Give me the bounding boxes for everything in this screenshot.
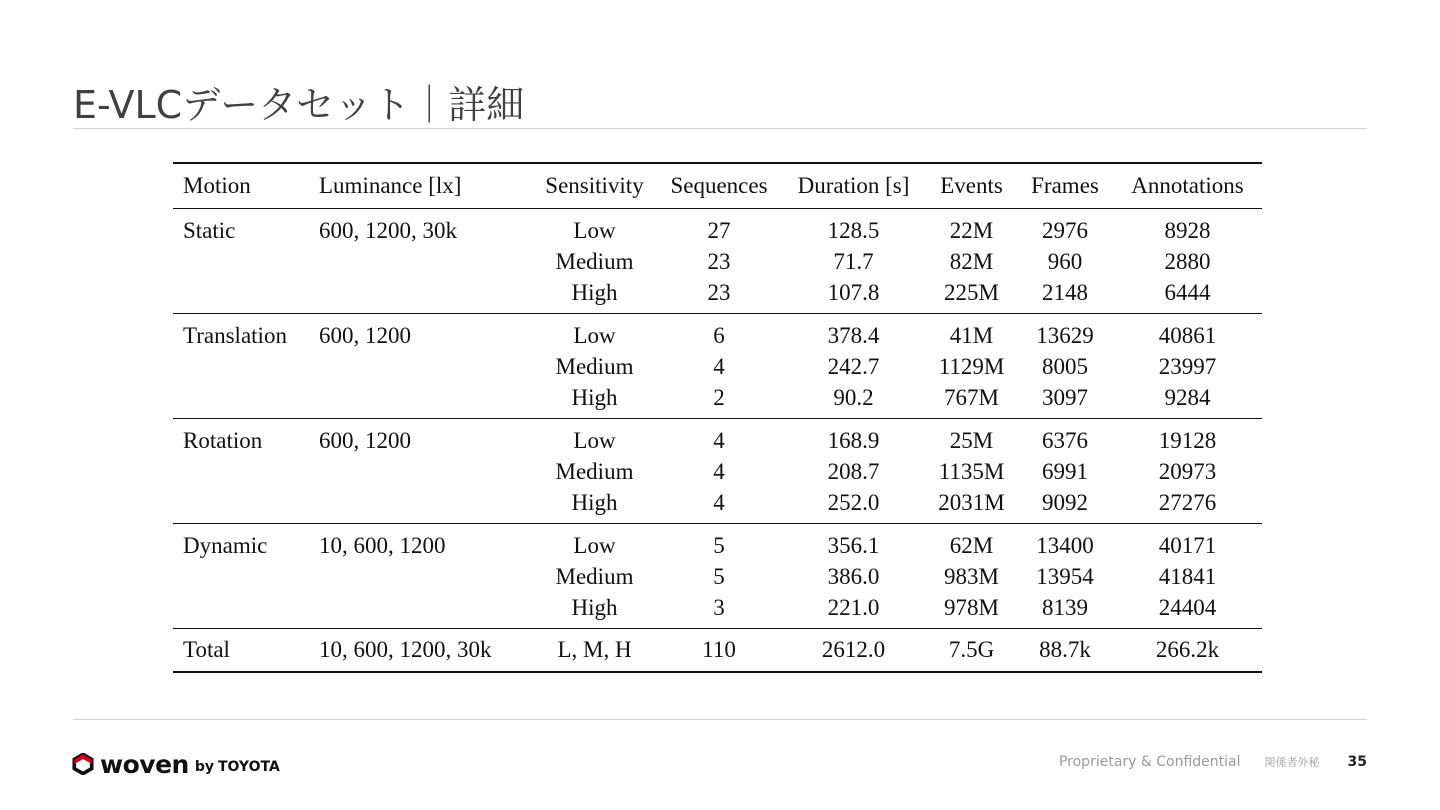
sequences-cell: 3 (713, 595, 725, 620)
table-row (173, 209, 1262, 247)
table-row (173, 246, 1262, 277)
duration-cell: 71.7 (833, 249, 874, 274)
annotations-cell: 266.2k (1155, 637, 1220, 662)
duration-cell: 221.0 (827, 595, 880, 620)
annotations-cell: 24404 (1158, 595, 1217, 620)
table-row (173, 382, 1262, 419)
sequences-cell: 27 (707, 218, 731, 243)
frames-cell: 8005 (1042, 354, 1088, 379)
luminance-cell: 10, 600, 1200 (319, 533, 446, 558)
annotations-cell: 8928 (1164, 218, 1211, 243)
duration-cell: 90.2 (833, 385, 874, 410)
events-cell: 1135M (938, 459, 1005, 484)
motion-cell: Total (183, 637, 230, 662)
sensitivity-cell: High (571, 385, 618, 410)
sensitivity-cell: L, M, H (557, 637, 632, 662)
header-frames: Frames (1017, 163, 1113, 209)
sensitivity-cell: Medium (555, 249, 634, 274)
header-sensitivity: Sensitivity (532, 163, 657, 209)
duration-cell: 378.4 (827, 323, 880, 348)
events-cell: 22M (949, 218, 994, 243)
table-row (173, 524, 1262, 562)
table-row (173, 561, 1262, 592)
table-row (173, 314, 1262, 352)
events-cell: 978M (944, 595, 999, 620)
annotations-cell: 23997 (1158, 354, 1217, 379)
duration-cell: 252.0 (827, 490, 880, 515)
duration-cell: 128.5 (827, 218, 880, 243)
sensitivity-cell: Low (573, 323, 616, 348)
header-annotations: Annotations (1113, 163, 1262, 209)
sequences-cell: 4 (713, 428, 725, 453)
events-cell: 62M (949, 533, 994, 558)
woven-hexagon-icon (72, 753, 94, 775)
annotations-cell: 40171 (1158, 533, 1217, 558)
events-cell: 1129M (938, 354, 1005, 379)
events-cell: 767M (944, 385, 999, 410)
logo-by: by (194, 758, 214, 775)
events-cell: 7.5G (948, 637, 995, 662)
group-static (173, 209, 1262, 314)
sequences-cell: 4 (713, 490, 725, 515)
woven-logo (72, 750, 280, 778)
confidential-label: Proprietary & Confidential (1058, 754, 1241, 770)
dataset-table (173, 162, 1262, 673)
frames-cell: 8139 (1042, 595, 1088, 620)
duration-cell: 168.9 (827, 428, 880, 453)
confidential-jp-label: 関係者外秘 (1264, 756, 1320, 769)
annotations-cell: 2880 (1164, 249, 1211, 274)
total-row (173, 629, 1262, 673)
footer-divider (73, 719, 1367, 720)
table-row (173, 456, 1262, 487)
sequences-cell: 6 (713, 323, 725, 348)
header-duration: Duration [s] (781, 163, 926, 209)
logo-brand: TOYOTA (217, 758, 280, 775)
events-cell: 983M (944, 564, 999, 589)
header-events: Events (926, 163, 1017, 209)
duration-cell: 386.0 (827, 564, 880, 589)
annotations-cell: 20973 (1158, 459, 1217, 484)
sensitivity-cell: Low (573, 218, 616, 243)
table-row (173, 592, 1262, 629)
group-rotation (173, 419, 1262, 524)
header-sequences: Sequences (657, 163, 781, 209)
frames-cell: 960 (1047, 249, 1083, 274)
frames-cell: 2976 (1042, 218, 1088, 243)
sensitivity-cell: Low (573, 428, 616, 453)
footer-right (1059, 754, 1367, 770)
table-row (173, 487, 1262, 524)
events-cell: 41M (949, 323, 994, 348)
group-dynamic (173, 524, 1262, 629)
sensitivity-cell: High (571, 595, 618, 620)
header-luminance: Luminance [lx] (319, 163, 532, 209)
events-cell: 2031M (938, 490, 1005, 515)
motion-cell: Translation (183, 323, 287, 348)
sequences-cell: 4 (713, 354, 725, 379)
table-row (173, 419, 1262, 457)
duration-cell: 208.7 (827, 459, 880, 484)
sensitivity-cell: Low (573, 533, 616, 558)
luminance-cell: 10, 600, 1200, 30k (319, 637, 492, 662)
frames-cell: 6376 (1042, 428, 1088, 453)
frames-cell: 2148 (1042, 280, 1088, 305)
logo-wordmark: woven (100, 749, 189, 779)
table-row (173, 351, 1262, 382)
sequences-cell: 4 (713, 459, 725, 484)
frames-cell: 6991 (1042, 459, 1088, 484)
duration-cell: 2612.0 (821, 637, 886, 662)
sensitivity-cell: Medium (555, 459, 634, 484)
luminance-cell: 600, 1200, 30k (319, 218, 457, 243)
motion-cell: Static (183, 218, 236, 243)
events-cell: 82M (949, 249, 994, 274)
table-row (173, 277, 1262, 314)
sequences-cell: 5 (713, 533, 725, 558)
luminance-cell: 600, 1200 (319, 428, 411, 453)
annotations-cell: 6444 (1164, 280, 1211, 305)
table-header-row (173, 163, 1262, 209)
sequences-cell: 5 (713, 564, 725, 589)
page-number: 35 (1347, 754, 1367, 770)
frames-cell: 13400 (1036, 533, 1094, 558)
sequences-cell: 23 (707, 280, 731, 305)
title-divider (73, 128, 1367, 129)
frames-cell: 9092 (1042, 490, 1088, 515)
sensitivity-cell: Medium (555, 564, 634, 589)
duration-cell: 242.7 (827, 354, 880, 379)
annotations-cell: 9284 (1164, 385, 1211, 410)
motion-cell: Dynamic (183, 533, 268, 558)
sequences-cell: 110 (702, 637, 736, 662)
frames-cell: 88.7k (1039, 637, 1091, 662)
sensitivity-cell: Medium (555, 354, 634, 379)
duration-cell: 107.8 (827, 280, 880, 305)
annotations-cell: 19128 (1158, 428, 1217, 453)
events-cell: 25M (949, 428, 994, 453)
frames-cell: 13629 (1036, 323, 1094, 348)
group-total (173, 629, 1262, 673)
group-translation (173, 314, 1262, 419)
motion-cell: Rotation (183, 428, 263, 453)
events-cell: 225M (944, 280, 999, 305)
sensitivity-cell: High (571, 280, 618, 305)
frames-cell: 3097 (1042, 385, 1088, 410)
annotations-cell: 27276 (1158, 490, 1217, 515)
sensitivity-cell: High (571, 490, 618, 515)
annotations-cell: 40861 (1158, 323, 1217, 348)
duration-cell: 356.1 (827, 533, 880, 558)
slide-title: E-VLCデータセット｜詳細 (73, 83, 525, 127)
header-motion: Motion (173, 163, 319, 209)
luminance-cell: 600, 1200 (319, 323, 411, 348)
frames-cell: 13954 (1036, 564, 1094, 589)
sequences-cell: 2 (713, 385, 725, 410)
annotations-cell: 41841 (1158, 564, 1217, 589)
sequences-cell: 23 (707, 249, 731, 274)
